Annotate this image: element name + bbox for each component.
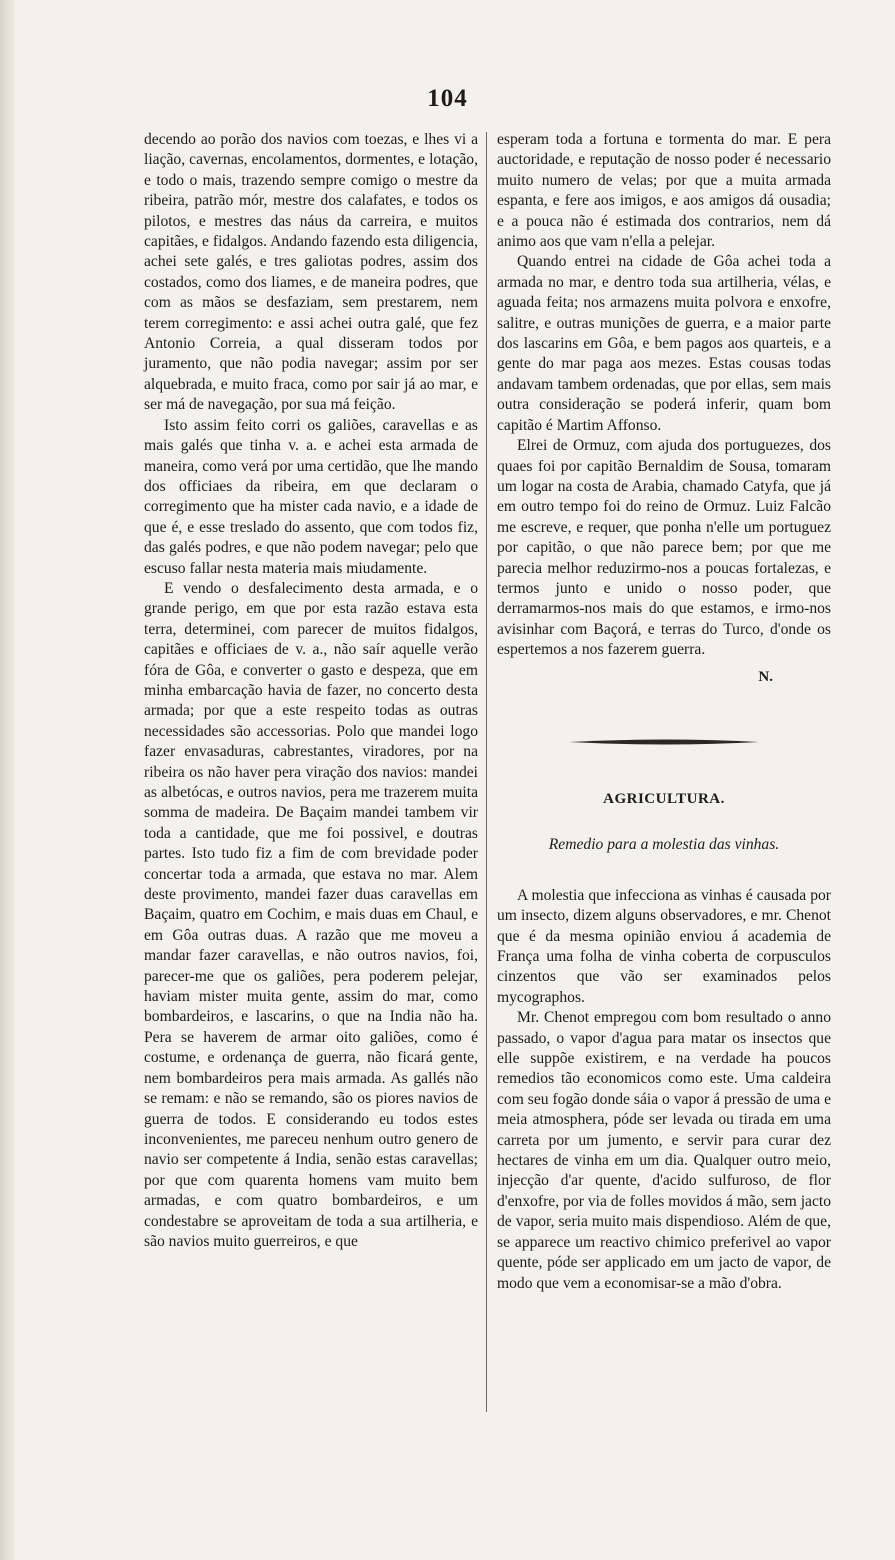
right-paragraph-3: Elrei de Ormuz, com ajuda dos portuguezes, dos quaes foi por capitão Bernaldim de Sousa, tomaram um logar na costa de Arabia, chamado Catyfa, que já em outro tempo foi do reino de Ormuz. Luiz Falcão me escreve, e requer, que ponha n'elle um portuguez por capitão, o que não parece bem; por que me parecia melhor reduzirmo-nos a poucas fortalezas, e termos junto e unido o nosso poder, que derramarmos-nos mais do que estamos, e irmo-nos avisinhar com Baçorá, e terras do Turco, d'onde os espertemos a nos fazerem guerra. bbox=[497, 437, 831, 659]
right-paragraph-2: Quando entrei na cidade de Gôa achei toda a armada no mar, e dentro toda sua artilheria, vélas, e aguada feita; nos armazens muita polvora e enxofre, salitre, e outras munições de guerra, e a maior parte dos lascarins em Gôa, e bem pagos aos quarteis, e a gente do mar paga aos mezes. Estas cousas todas andavam tambem ordenadas, que por ellas, sem mais outra consideração se poderá inferir, quam bom capitão é Martim Affonso. bbox=[497, 253, 831, 434]
section-title: AGRICULTURA. bbox=[603, 790, 725, 807]
page-number: 104 bbox=[427, 85, 468, 112]
section-paragraph-1: A molestia que infecciona as vinhas é causada por um insecto, dizem alguns observadores, e mr. Chenot que é da mesma opinião enviou á academia de França uma folha de vinha coberta de corpusculos cinzentos que vão ser examinados pelos mycographos. bbox=[497, 886, 831, 1006]
right-paragraph-1: esperam toda a fortuna e tormenta do mar. E pera auctoridade, e reputação de nosso poder é necessario muito numero de velas; por que a muita armada espanta, e fere aos imigos, e aos amigos dá ousadia; e a pouca não é estimada dos contrarios, nem dá animo aos que vam n'ella a pelejar. bbox=[497, 131, 831, 251]
binding-gutter bbox=[0, 0, 14, 1560]
left-paragraph-2: Isto assim feito corri os galiões, caravellas e as mais galés que tinha v. a. e achei esta armada de maneira, como verá por uma certidão, que lhe mando dos officiaes da ribeira, em que declaram o corregimento que ha mister cada navio, e a idade de que é, e esse treslado do assento, que com todos fiz, das galés podres, e que não podem navegar; pelo que escuso fallar nesta materia mais miudamente. bbox=[144, 416, 478, 577]
column-divider bbox=[486, 132, 487, 1412]
ornamental-rule bbox=[569, 737, 759, 747]
left-column bbox=[144, 130, 478, 1252]
right-column bbox=[497, 130, 831, 1294]
left-paragraph-3: E vendo o desfalecimento desta armada, e o grande perigo, em que por esta razão estava esta terra, determinei, com parecer de muitos fidalgos, capitães e officiaes de v. a., não saír aquelle verão fóra de Gôa, e converter o gasto e despeza, que em minha embarcação havia de fazer, no concerto desta armada; por que a este respeito todas as outras necessidades são accessorias. Polo que mandei logo fazer envasaduras, cabrestantes, viradores, por na ribeira os não haver pera viração dos navios: mandei as albetócas, e outros navios, pera me trazerem muita somma de madeira. De Baçaim mandei tambem vir toda a cantidade, que me foi possivel, e doutras partes. Isto tudo fiz a fim de com brevidade poder concertar toda a armada, que estava no mar. Alem deste provimento, mandei fazer duas caravellas em Baçaim, quatro em Cochim, e mais duas em Chaul, e em Gôa outras duas. A razão que me moveu a mandar fazer caravellas, e não outros navios, foi, parecer-me que os galiões, pera poderem pelejar, haviam mister muita gente, assim do mar, como bombardeiros, e lascarins, o que na India não ha. Pera se haverem de armar oito galiões, como é costume, e ordenança de guerra, não ficará gente, nem bombardeiros pera mais armada. As gallés não se remam: e não se remando, são os piores navios de guerra de todos. E considerando eu todos estes inconvenientes, me pareceu nenhum outro genero de navio ser competente á India, senão estas caravellas; por que com quarenta homens vam muito bem armadas, e com quatro bombardeiros, e um condestabre se aproveitam de toda a sua artilheria, e são navios muito guerreiros, e que bbox=[144, 579, 478, 1250]
left-paragraph-1: decendo ao porão dos navios com toezas, e lhes vi a liação, cavernas, encolamentos, dormentes, e lotação, e todo o mais, trazendo sempre comigo o mestre da ribeira, patrão mór, mestre dos calafates, e todos os pilotos, e mestres das náus da carreira, e muitos capitães, e fidalgos. Andando fazendo esta diligencia, achei sete galés, e tres galiotas podres, assim dos costados, como dos liames, e de maneira podres, que com as mãos se desfaziam, sem prestarem, nem terem corregimento: e assi achei outra galé, que fez Antonio Correia, a qual disseram todos por juramento, que não podia navegar; assim por ser alquebrada, e muito fraca, como por sair já ao mar, e ser má de navegação, por sua má feição. bbox=[144, 131, 478, 414]
signature: N. bbox=[758, 668, 773, 685]
section-paragraph-2: Mr. Chenot empregou com bom resultado o anno passado, o vapor d'agua para matar os insectos que elle suppõe existirem, e na verdade ha poucos remedios tão economicos como este. Uma caldeira com seu fogão donde sáia o vapor á pressão de uma e meia atmosphera, póde ser levada ou tirada em uma carreta por um jumento, e servir para curar dez hectares de vinha em um dia. Qualquer outro meio, injecção d'ar quente, d'acido sulfuroso, de flor d'enxofre, por via de folles movidos á mão, sem jacto de vapor, seria muito mais dispendioso. Além de que, se apparece um reactivo chimico preferivel ao vapor quente, póde ser applicado em um jacto de vapor, de modo que vem a economisar-se a mão d'obra. bbox=[497, 1009, 831, 1292]
section-subtitle: Remedio para a molestia das vinhas. bbox=[548, 836, 780, 854]
